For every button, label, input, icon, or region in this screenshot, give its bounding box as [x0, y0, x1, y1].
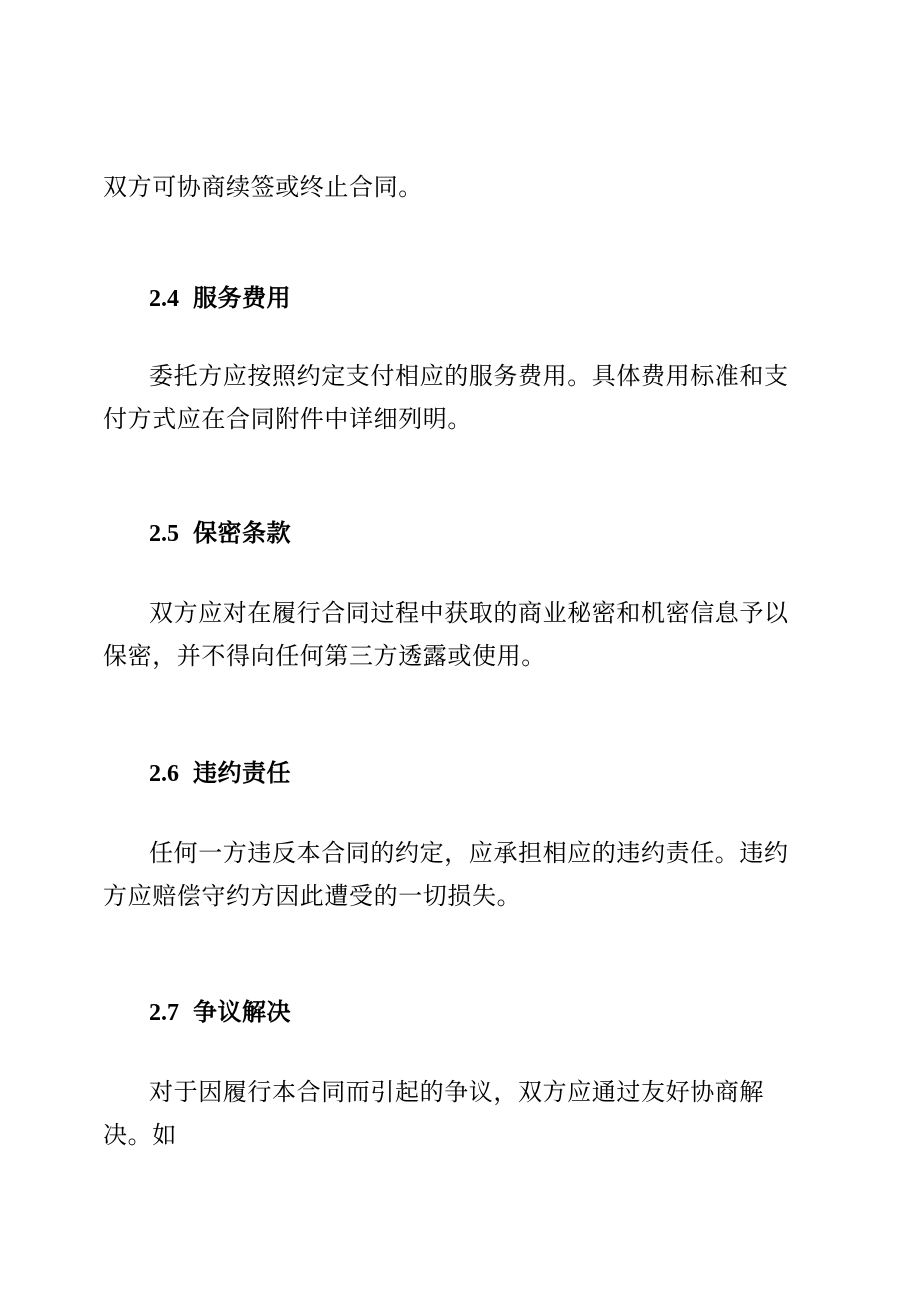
section-title: 服务费用 [193, 284, 291, 312]
section-number: 2.4 [149, 286, 179, 312]
section-heading-2-6 [149, 758, 291, 789]
section-title: 争议解决 [193, 998, 291, 1026]
section-number: 2.6 [149, 761, 179, 787]
section-heading-2-4 [149, 283, 291, 314]
section-number: 2.5 [149, 521, 179, 547]
section-number: 2.7 [149, 1000, 179, 1026]
section-title: 保密条款 [193, 519, 291, 547]
section-heading-2-5 [149, 518, 291, 549]
intro-paragraph: 双方可协商续签或终止合同。 [103, 173, 423, 201]
section-heading-2-7 [149, 997, 291, 1028]
section-body-2-4: 委托方应按照约定支付相应的服务费用。具体费用标准和支付方式应在合同附件中详细列明。 [103, 362, 789, 433]
section-title: 违约责任 [193, 759, 291, 787]
section-body-2-6: 任何一方违反本合同的约定，应承担相应的违约责任。违约方应赔偿守约方因此遭受的一切损失。 [103, 839, 789, 910]
section-body-2-7: 对于因履行本合同而引起的争议，双方应通过友好协商解决。如 [103, 1078, 764, 1149]
section-body-2-5: 双方应对在履行合同过程中获取的商业秘密和机密信息予以保密，并不得向任何第三方透露或使用。 [103, 599, 789, 670]
